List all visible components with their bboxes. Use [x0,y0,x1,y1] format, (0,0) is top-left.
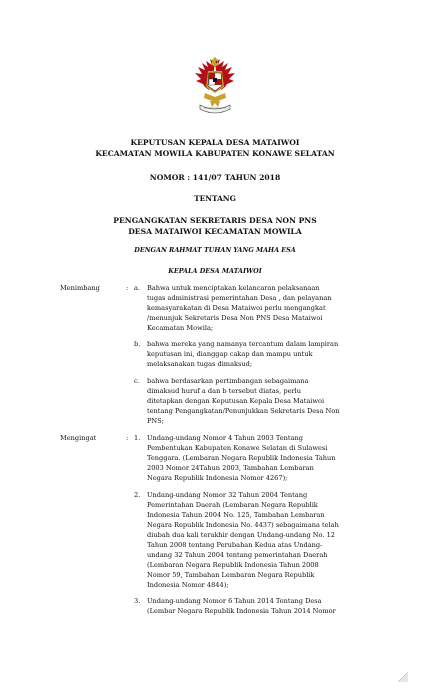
text-line: PNS; [147,417,164,425]
decree-title-line-2: KECAMATAN MOWILA KABUPATEN KONAWE SELATAN [95,149,335,158]
text-line: Indonesia Nomor 4844); [147,581,229,589]
text-line: bahwa berdasarkan pertimbangan sebagaimana [147,377,309,385]
mengingat-item [147,490,370,590]
decree-subject-line-2: DESA MATAIWOI KECAMATAN MOWILA [128,227,302,236]
text-line: Undang-undang Nomor 32 Tahun 2004 Tentang [147,491,308,499]
text-line: tentang Pengangkatan/Penunjukkan Sekretaris Desa Non [147,407,340,415]
text-line: Tenggara. (Lembaran Negara Republik Indonesia Tahun [147,454,336,462]
text-line: dimaksud huruf a dan b tersebut diatas, perlu [147,387,301,395]
text-line: Pemerintahan Daerah (Lembaran Negara Republik [147,501,318,509]
text-line: Nomor 59, Tambahan Lembaran Negara Republik [147,571,315,579]
official-title: KEPALA DESA MATAIWOI [168,267,262,275]
page-curl-icon [398,672,408,682]
text-line: melaksanakan tugas dimaksud; [147,360,253,368]
text-line: (Lembaran Negara Republik Indonesia Tahun 2008 [147,561,319,569]
text-line: Kecamatan Mowila; [147,324,214,332]
mengingat-item-marker: 2. [134,491,141,499]
invocation-text: DENGAN RAHMAT TUHAN YANG MAHA ESA [134,246,296,254]
menimbang-item [147,376,370,426]
mengingat-item [147,596,370,616]
mengingat-item [147,433,370,483]
menimbang-item [147,339,370,369]
text-line: keputusan ini, dianggap cakap dan mampu untuk [147,350,313,358]
text-line: 2003 Nomor 24Tahun 2003, Tambahan Lembaran [147,464,314,472]
text-line: Bahwa untuk menciptakan kelancaran pelaksanaan [147,284,320,292]
decree-subject-line-1: PENGANGKATAN SEKRETARIS DESA NON PNS [113,216,317,225]
text-line: (Lembar Negara Republik Indonesia Tahun 2014 Nomor [147,607,336,615]
text-line: diubah dua kali terakhir dengan Undang-undang No. 12 [147,531,335,539]
text-line: Undang-undang Nomor 4 Tahun 2003 Tentang [147,434,303,442]
text-line: Indonesia Tahun 2004 No. 125, Tambahan Lembaran [147,511,325,519]
decree-title-line-1: KEPUTUSAN KEPALA DESA MATAIWOI [130,138,300,147]
decree-about-heading: TENTANG [194,194,236,203]
menimbang-colon: : [126,284,129,292]
mengingat-label: Mengingat [60,434,97,442]
text-line: Tahun 2008 tentang Perubahan Kedua atas Undang- [147,541,323,549]
text-line: bahwa mereka yang namanya tercantum dalam lampiran [147,340,339,348]
menimbang-item-marker: c. [134,377,140,385]
text-line: ditetapkan dengan Keputusan Kepala Desa Mataiwoi [147,397,325,405]
menimbang-item-marker: b. [134,340,141,348]
mengingat-colon: : [126,434,129,442]
mengingat-item-marker: 3. [134,597,141,605]
text-line: Negara Republik Indonesia Nomor 4267); [147,474,288,482]
text-line: Pembentukan Kabupaten Konawe Selatan di Sulawesi [147,444,328,452]
menimbang-item-marker: a. [134,284,141,292]
text-line: undang 32 Tahun 2004 tentang pemerintahan Daerah [147,551,328,559]
menimbang-item [147,283,370,333]
text-line: tugas administrasi pemerintahan Desa , dan pelayanan [147,294,332,302]
text-line: kemasyarakatan di Desa Mataiwoi perlu mengangkat [147,304,326,312]
text-line: Undang-undang Nomor 6 Tahun 2014 Tentang Desa [147,597,322,605]
garuda-emblem-icon [192,57,238,115]
mengingat-item-marker: 1. [134,434,141,442]
text-line: /menunjuk Sekretaris Desa Non PNS Desa Mataiwoi [147,314,323,322]
text-line: Negara Republik Indonesia No. 4437) sebagaimana telah [147,521,339,529]
decree-number: NOMOR : 141/07 TAHUN 2018 [149,173,281,182]
menimbang-label: Menimbang [60,284,100,292]
